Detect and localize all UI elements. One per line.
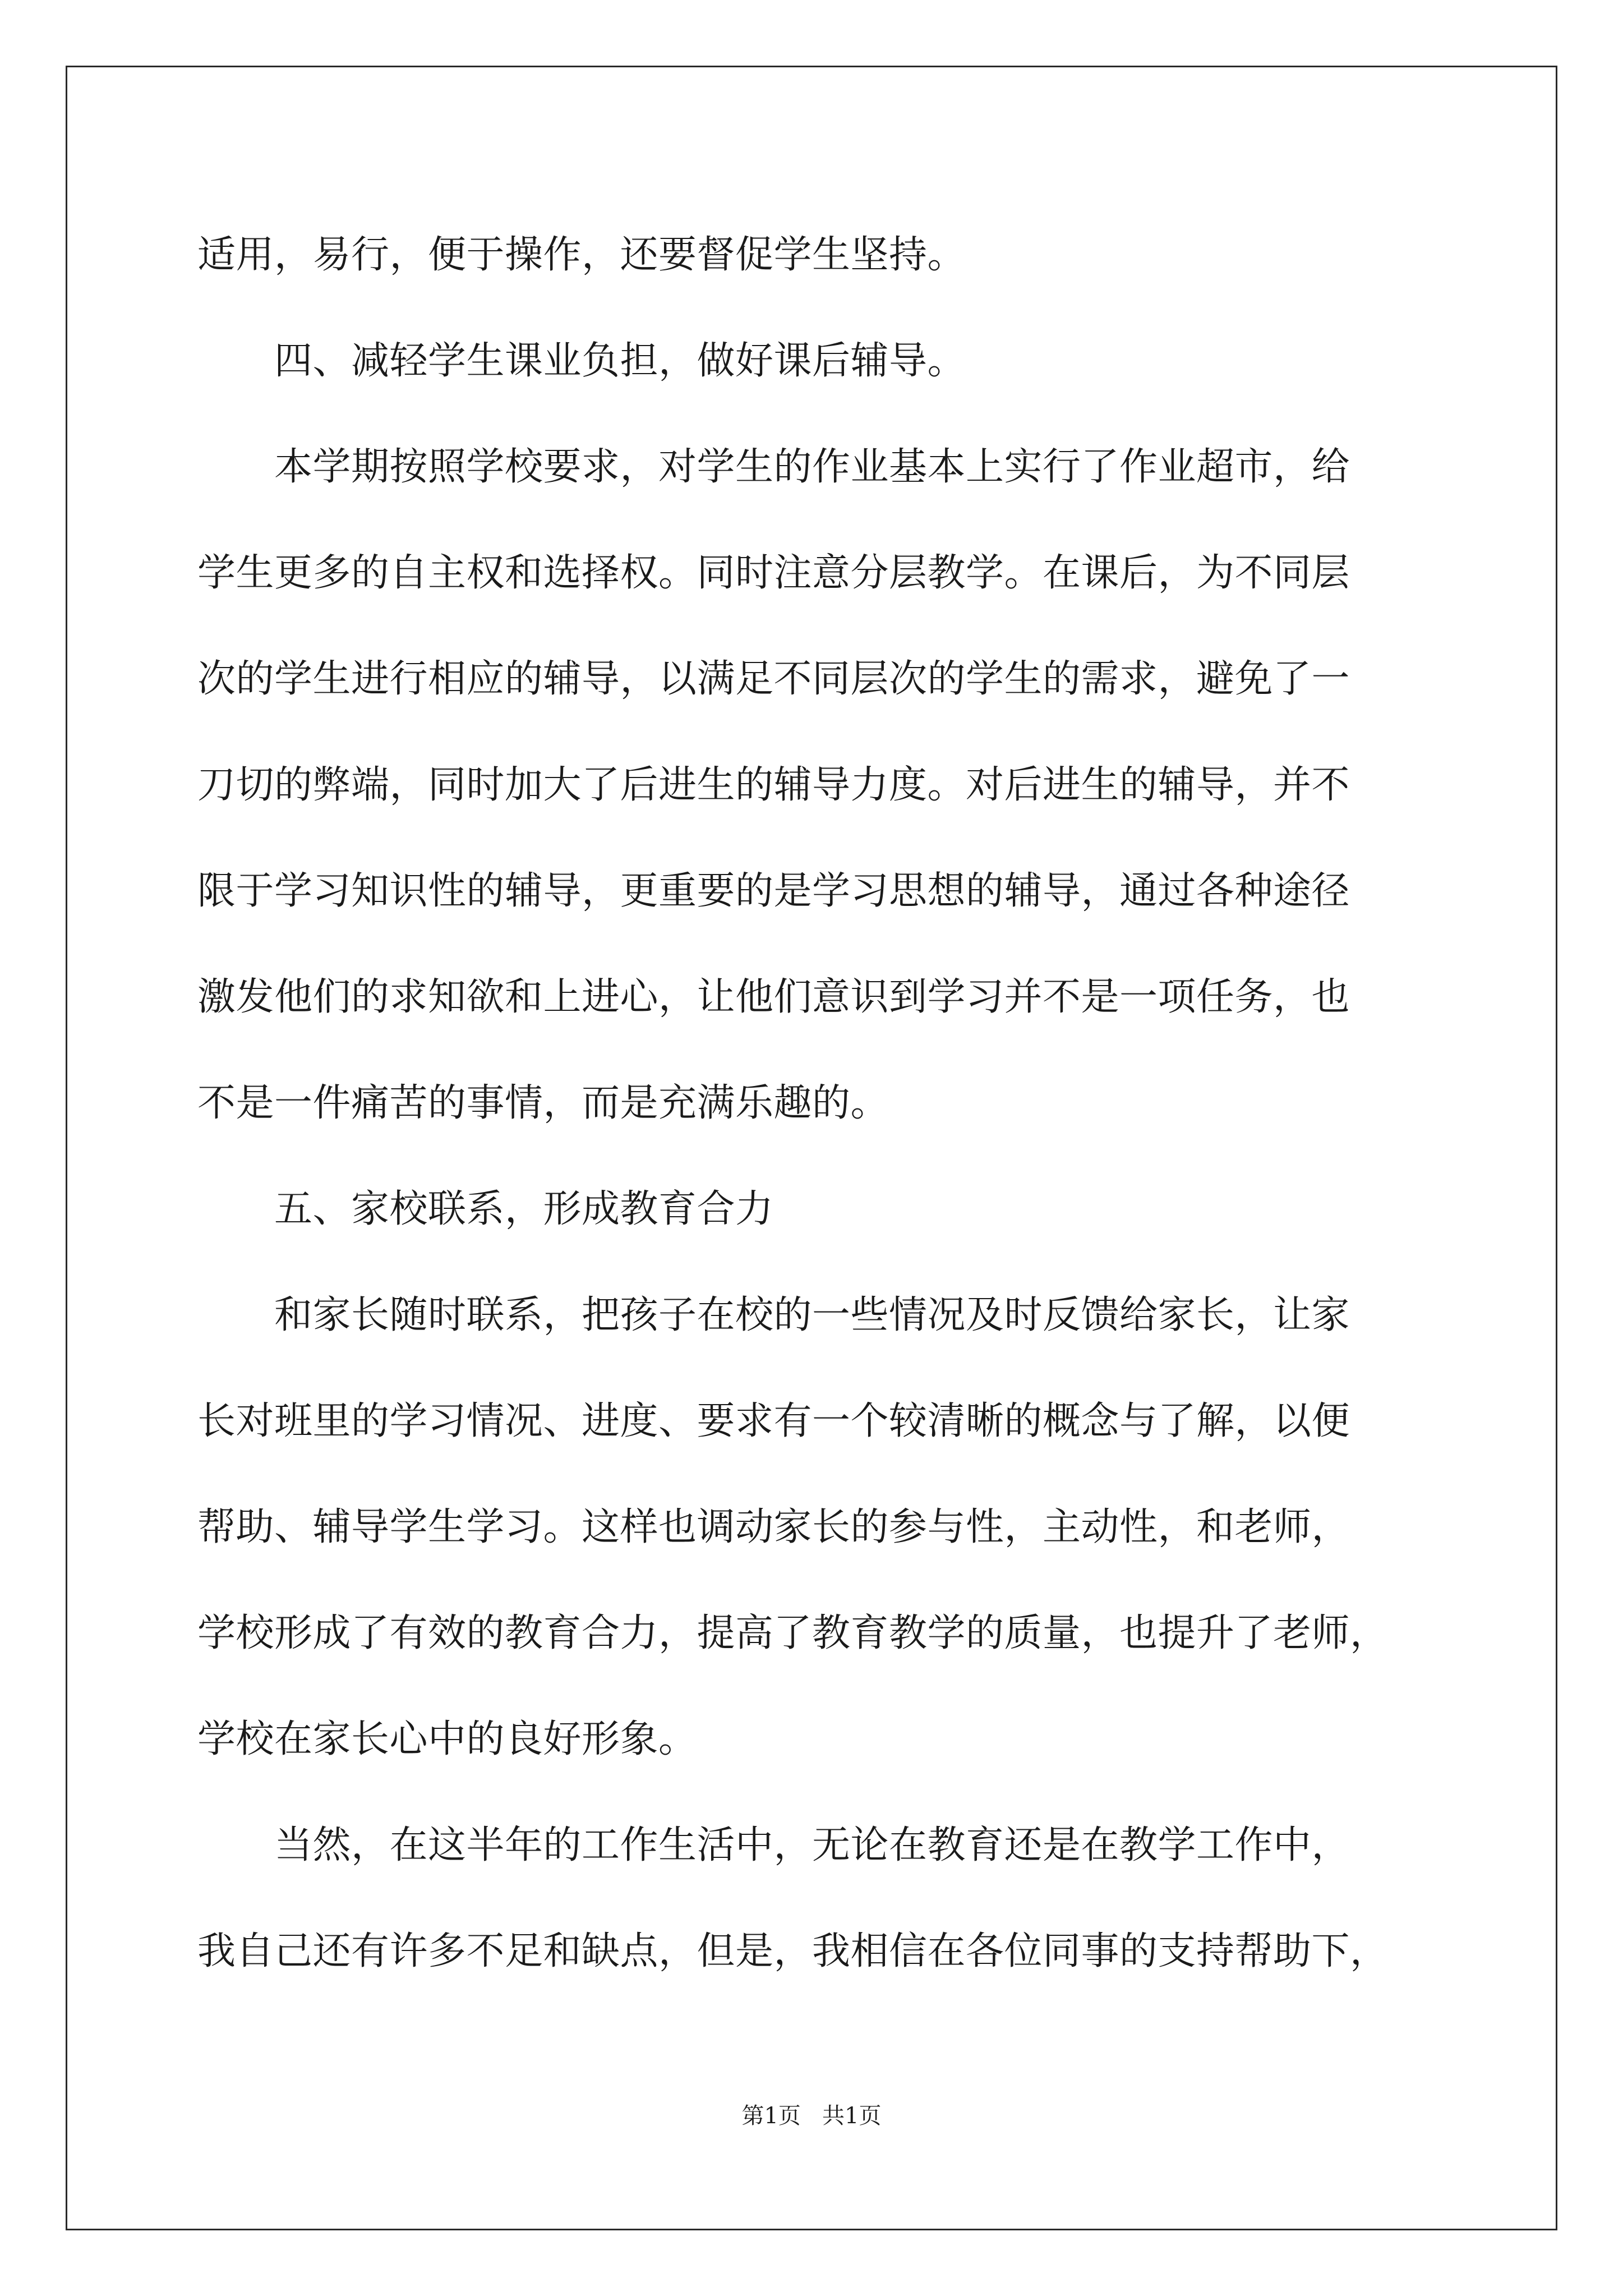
text-line: 激发他们的求知欲和上进心，让他们意识到学习并不是一项任务，也 [197,975,1350,1019]
text-line: 当然，在这半年的工作生活中，无论在教育还是在教学工作中， [197,1823,1350,1867]
text-line: 学生更多的自主权和选择权。同时注意分层教学。在课后，为不同层 [197,551,1350,595]
section-heading-5: 五、家校联系，形成教育合力 [197,1187,774,1231]
page-number-footer: 第1页 共1页 [741,2103,882,2129]
text-line: 帮助、辅导学生学习。这样也调动家长的参与性，主动性，和老师， [197,1505,1350,1549]
text-line: 次的学生进行相应的辅导，以满足不同层次的学生的需求，避免了一 [197,657,1350,701]
text-line: 本学期按照学校要求，对学生的作业基本上实行了作业超市，给 [197,445,1350,489]
text-line: 限于学习知识性的辅导，更重要的是学习思想的辅导，通过各种途径 [197,869,1350,913]
text-line: 适用，易行，便于操作，还要督促学生坚持。 [197,233,966,277]
text-line: 不是一件痛苦的事情，而是充满乐趣的。 [197,1081,889,1125]
text-line: 我自己还有许多不足和缺点，但是，我相信在各位同事的支持帮助下， [197,1929,1389,1973]
document-body [197,202,1431,2004]
text-line: 长对班里的学习情况、进度、要求有一个较清晰的概念与了解，以便 [197,1399,1350,1443]
text-line: 学校形成了有效的教育合力，提高了教育教学的质量，也提升了老师， [197,1611,1389,1655]
text-line: 刀切的弊端，同时加大了后进生的辅导力度。对后进生的辅导，并不 [197,763,1350,807]
section-heading-4: 四、减轻学生课业负担，做好课后辅导。 [197,339,966,383]
text-line: 学校在家长心中的良好形象。 [197,1717,697,1761]
text-line: 和家长随时联系，把孩子在校的一些情况及时反馈给家长，让家 [197,1293,1350,1337]
